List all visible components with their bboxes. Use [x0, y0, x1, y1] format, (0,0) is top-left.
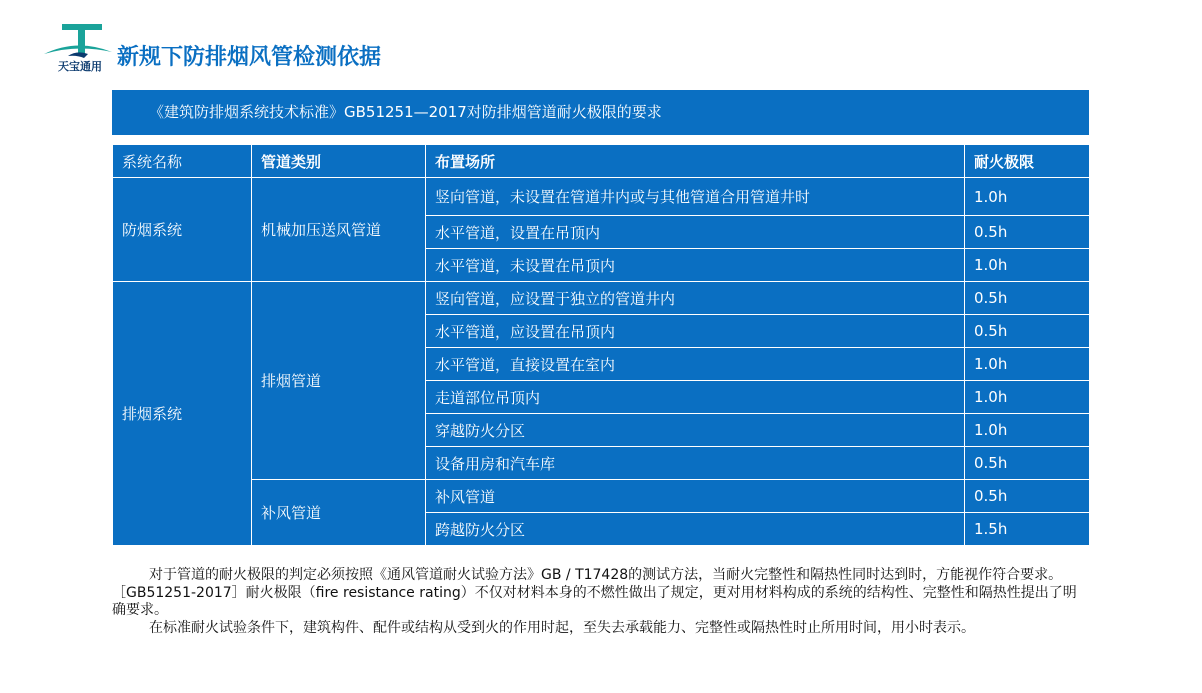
- table-row: [113, 480, 1090, 513]
- rating-cell: 0.5h: [965, 447, 1090, 480]
- table-row: [113, 282, 1090, 315]
- category-cell: 补风管道: [252, 480, 426, 546]
- location-cell: 穿越防火分区: [426, 414, 965, 447]
- category-cell: 排烟管道: [252, 282, 426, 480]
- rating-cell: 0.5h: [965, 480, 1090, 513]
- explanation-text: [112, 567, 1089, 637]
- category-cell: 机械加压送风管道: [252, 178, 426, 282]
- location-cell: 水平管道，直接设置在室内: [426, 348, 965, 381]
- location-cell: 补风管道: [426, 480, 965, 513]
- paragraph: 在标准耐火试验条件下，建筑构件、配件或结构从受到火的作用时起，至失去承载能力、完整性或隔热性时止所用时间，用小时表示。: [149, 619, 975, 636]
- rating-cell: 0.5h: [965, 315, 1090, 348]
- table-row: [113, 178, 1090, 216]
- location-cell: 水平管道，应设置在吊顶内: [426, 315, 965, 348]
- location-cell: 水平管道，设置在吊顶内: [426, 216, 965, 249]
- rating-cell: 0.5h: [965, 282, 1090, 315]
- paragraph: 对于管道的耐火极限的判定必须按照《通风管道耐火试验方法》GB / T17428的测试方法，当耐火完整性和隔热性同时达到时，方能视作符合要求。［GB51251-2017］耐火极限（fire resistance rating）不仅对材料本身的不燃性做出了规定，更对用材料构成的系统的结构性、完整性和隔热性提出了明确要求。: [112, 567, 1077, 618]
- system-cell: 排烟系统: [113, 282, 252, 546]
- fire-resistance-table: [112, 144, 1090, 546]
- location-cell: 竖向管道，未设置在管道井内或与其他管道合用管道井时: [426, 178, 965, 216]
- location-cell: 走道部位吊顶内: [426, 381, 965, 414]
- header-location: 布置场所: [426, 145, 965, 178]
- header-fire-rating: 耐火极限: [965, 145, 1090, 178]
- rating-cell: 1.0h: [965, 348, 1090, 381]
- header-system-name: 系统名称: [113, 145, 252, 178]
- rating-cell: 1.5h: [965, 513, 1090, 546]
- standard-banner: 《建筑防排烟系统技术标准》GB51251—2017对防排烟管道耐火极限的要求: [112, 90, 1089, 135]
- header-pipe-category: 管道类别: [252, 145, 426, 178]
- rating-cell: 1.0h: [965, 178, 1090, 216]
- location-cell: 水平管道，未设置在吊顶内: [426, 249, 965, 282]
- logo-text: 天宝通用: [58, 60, 102, 73]
- rating-cell: 1.0h: [965, 381, 1090, 414]
- location-cell: 设备用房和汽车库: [426, 447, 965, 480]
- logo-t-stem-icon: [78, 28, 85, 56]
- rating-cell: 1.0h: [965, 414, 1090, 447]
- table-header-row: [113, 145, 1090, 178]
- location-cell: 竖向管道，应设置于独立的管道井内: [426, 282, 965, 315]
- rating-cell: 0.5h: [965, 216, 1090, 249]
- page-title: 新规下防排烟风管检测依据: [117, 45, 382, 70]
- location-cell: 跨越防火分区: [426, 513, 965, 546]
- system-cell: 防烟系统: [113, 178, 252, 282]
- rating-cell: 1.0h: [965, 249, 1090, 282]
